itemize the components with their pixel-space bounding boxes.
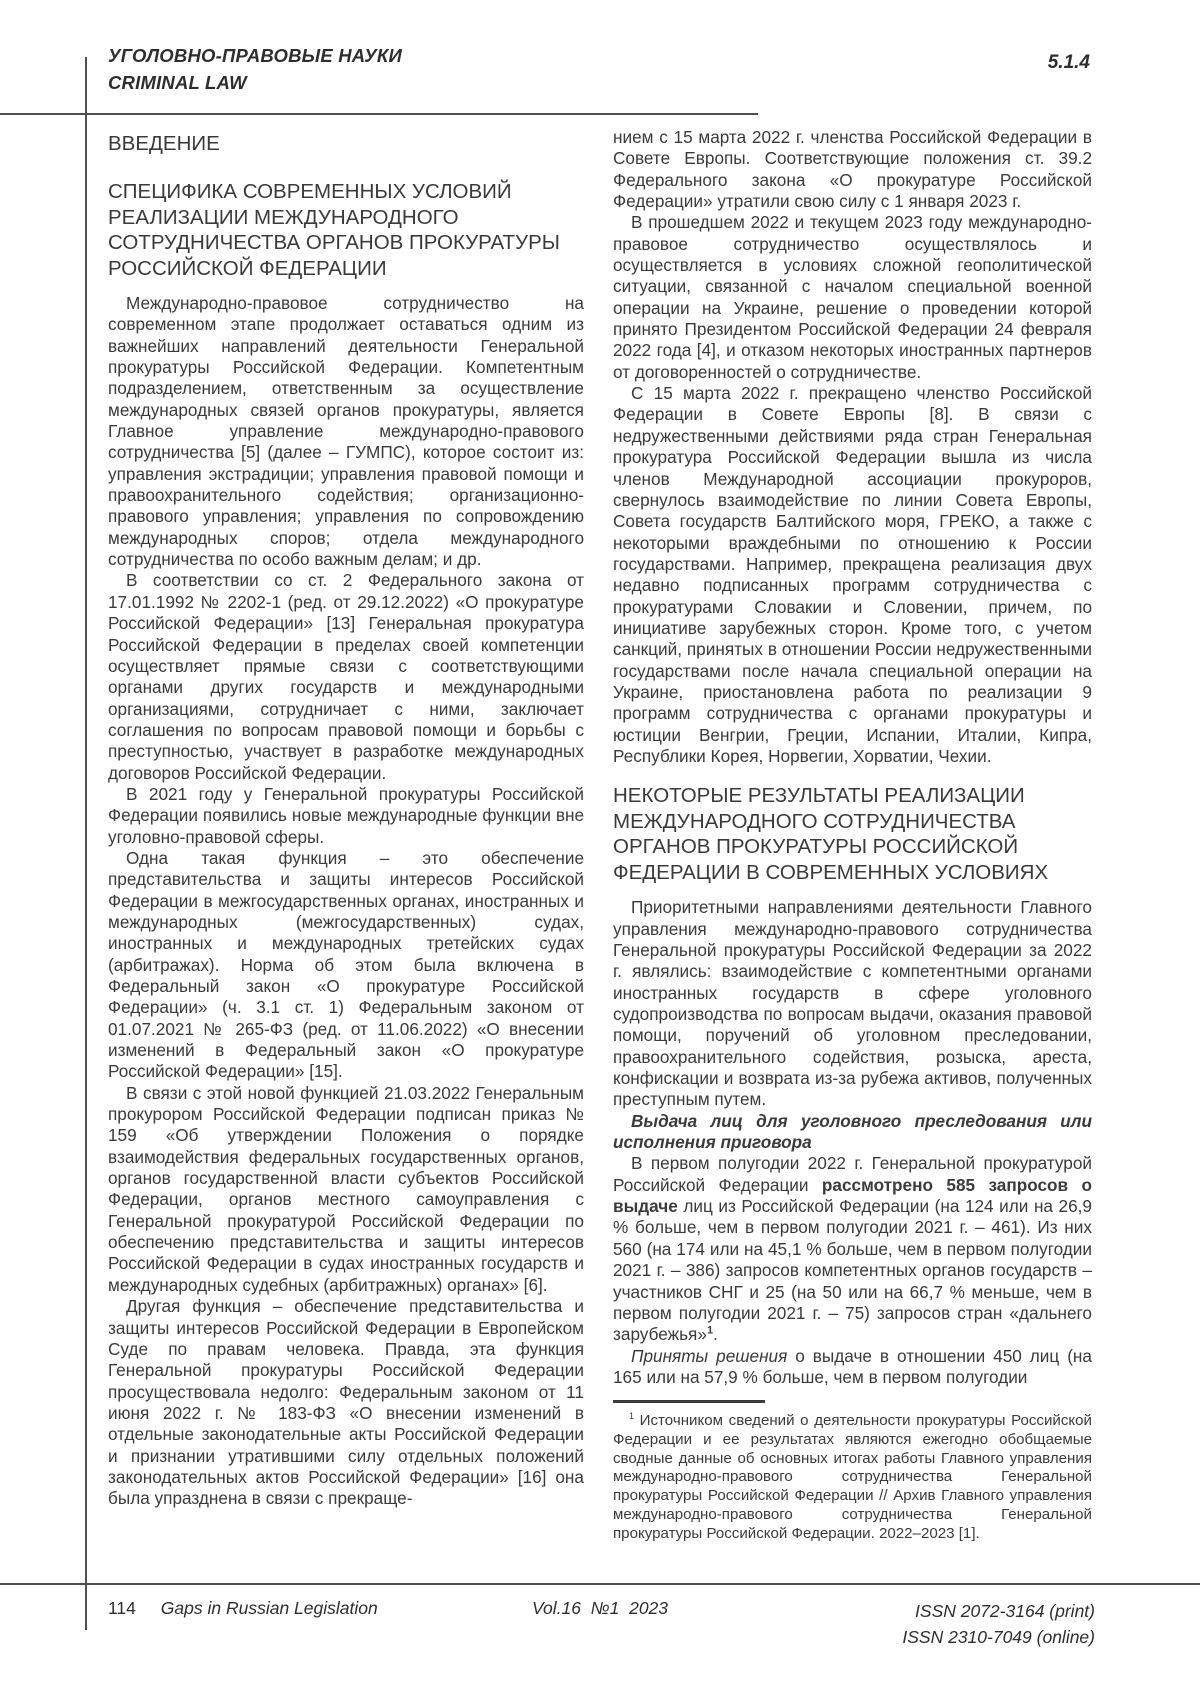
footer-left — [108, 1598, 378, 1619]
text-run: В первом полугодии 2022 г. Генеральной прокуратурой Российской Федерации — [613, 1153, 1092, 1195]
footnote — [613, 1400, 1092, 1544]
text-run: Выдача лиц для уголовного преследования или исполнения приговора — [613, 1110, 1092, 1153]
subsection-heading: НЕКОТОРЫЕ РЕЗУЛЬТАТЫ РЕАЛИЗАЦИИ МЕЖДУНАРОДНОГО СОТРУДНИЧЕСТВА ОРГАНОВ ПРОКУРАТУРЫ РОССИЙСКОЙ ФЕДЕРАЦИИ В СОВРЕМЕННЫХ УСЛОВИЯХ — [613, 784, 1049, 884]
paragraph — [108, 1296, 584, 1509]
running-head-ru: УГОЛОВНО-ПРАВОВЫЕ НАУКИ — [108, 45, 402, 66]
paragraph — [108, 848, 584, 1083]
paragraph — [108, 784, 584, 848]
left-column — [108, 130, 584, 1510]
text-run: В соответствии со ст. 2 Федерального закона от 17.01.1992 № 2202-1 (ред. от 29.12.2022) «О прокуратуре Российской Федерации» [13] Генеральная прокуратура Российской Федерации в пределах своей компетенции осуществляет прямые связи с соответствующими органами других государств и международными организациями, сотрудничает с ними, заключает соглашения по вопросам правовой помощи и борьбы с преступностью, участвует в разработке международных договоров Российской Федерации. — [108, 570, 584, 783]
text-run: Одна такая функция – это обеспечение представительства и защиты интересов Российской Федерации в межгосударственных органах, иностранных и международных (межгосударственных) судах, иностранных и международных третейских судах (арбитражах). Норма об этом была включена в Федеральный закон «О прокуратуре Российской Федерации» (ч. 3.1 ст. 1) Федеральным законом от 01.07.2021 № 265-ФЗ (ред. от 11.06.2022) «О внесении изменений в Федеральный закон «О прокуратуре Российской Федерации» [15]. — [108, 847, 584, 1082]
text-run: С 15 марта 2022 г. прекращено членство Российской Федерации в Совете Европы [8]. В связи с недружественными действиями ряда стран Генеральная прокуратура Российской Федерации вышла из числа членов Международной ассоциации прокуроров, свернулось взаимодействие по линии Совета Европы, Совета государств Балтийского моря, ГРЕКО, а также с некоторыми враждебными по отношению к России государствами. Например, прекращена реализация двух недавно подписанных программ сотрудничества с прокуратурами Словакии и Словении, причем, по инициативе зарубежных сторон. Кроме того, с учетом санкций, принятых в отношении России недружественными государствами после начала специальной операции на Украине, приостановлена работа по реализации 9 программ сотрудничества с органами прокуратуры и юстиции Венгрии, Греции, Испании, Италии, Кипра, Республики Корея, Норвегии, Хорватии, Чехии. — [613, 383, 1092, 766]
issn-block — [902, 1598, 1095, 1650]
text-run: Источником сведений о деятельности прокуратуры Российской Федерации и ее результатах являются ежегодно обобщаемые сводные данные об основных итогах работы Главного управления международно-правового сотрудничества Генеральной прокуратуры Российской Федерации // Архив Главного управления международно-правового сотрудничества Генеральной прокуратуры Российской Федерации. 2022–2023 [1]. — [613, 1411, 1092, 1543]
text-run: В 2021 году у Генеральной прокуратуры Российской Федерации появились новые международные функции вне уголовно-правовой сферы. — [108, 783, 584, 847]
text-run: Приоритетными направлениями деятельности Главного управления международно-правового сотрудничества Генеральной прокуратуры Российской Федерации за 2022 г. являлись: взаимодействие с компетентными органами иностранных государств в сфере уголовного судопроизводства по вопросам выдачи, оказания правовой помощи, поручений об уголовном преследовании, правоохранительного содействия, розыска, ареста, конфискации и возврата из-за рубежа активов, полученных преступным путем. — [613, 897, 1092, 1110]
text-run: 1 — [629, 1410, 635, 1421]
paragraph — [613, 212, 1092, 383]
running-head-en: CRIMINAL LAW — [108, 72, 247, 93]
journal-title: Gaps in Russian Legislation — [160, 1598, 378, 1618]
page-number: 114 — [108, 1598, 136, 1618]
section-heading: ВВЕДЕНИЕ — [108, 132, 220, 155]
text-run: 1 — [706, 1324, 714, 1337]
paragraph — [613, 383, 1092, 767]
text-run: рассмотрено 585 запросов о выдаче — [613, 1174, 1092, 1217]
text-run: Приняты решения — [631, 1345, 788, 1366]
text-run: Международно-правовое сотрудничество на современном этапе продолжает оставаться одним из важнейших направлений деятельности Генеральной прокуратуры Российской Федерации. Компетентным подразделением, ответственным за осуществление международных связей органов прокуратуры, является Главное управление международно-правового сотрудничества [5] (далее – ГУМПС), которое состоит из: управления экстрадиции; управления правовой помощи и правоохранительного содействия; организационно-правового управления; управления по сопровождению международных споров; отдела международного сотрудничества по особо важным делам; и др. — [108, 293, 584, 570]
run-in-subheading — [613, 1111, 1092, 1154]
footer-rule — [0, 1583, 1200, 1585]
right-column — [613, 127, 1092, 1544]
paragraph — [613, 1153, 1092, 1345]
text-run: лиц из Российской Федерации (на 124 или на 26,9 % больше, чем в первом полугодии 2021 г. – 461). Из них 560 (на 174 или на 45,1 % больше, чем в первом полугодии 2021 г. – 386) запросов компетентных органов государств – участников СНГ и 25 (на 50 или на 66,7 % меньше, чем в первом полугодии 2021 г. – 75) запросов стран «дальнего зарубежья» — [613, 1196, 1092, 1345]
paragraph — [613, 127, 1092, 212]
subsection-heading: СПЕЦИФИКА СОВРЕМЕННЫХ УСЛОВИЙ РЕАЛИЗАЦИИ МЕЖДУНАРОДНОГО СОТРУДНИЧЕСТВА ОРГАНОВ ПРОКУРАТУРЫ РОССИЙСКОЙ ФЕДЕРАЦИИ — [108, 180, 560, 280]
volume-issue: Vol.16 №1 2023 — [531, 1598, 669, 1618]
paragraph — [613, 1346, 1092, 1389]
text-run: нием с 15 марта 2022 г. членства Российской Федерации в Совете Европы. Соответствующие положения ст. 39.2 Федерального закона «О прокуратуре Российской Федерации» утратили свою силу с 1 января 2023 г. — [613, 127, 1092, 212]
text-run: Другая функция – обеспечение представительства и защиты интересов Российской Федерации в Европейском Суде по правам человека. Правда, эта функция Генеральной прокуратуры Российской Федерации просуществовала недолго: Федеральным законом от 11 июня 2022 г. № 183-ФЗ «О внесении изменений в отдельные законодательные акты Российской Федерации и признании утратившими силу отдельных положений законодательных актов Российской Федерации» [16] она была упразднена в связи с прекраще- — [108, 1296, 584, 1509]
text-run: В связи с этой новой функцией 21.03.2022 Генеральным прокурором Российской Федерации подписан приказ № 159 «Об утверждении Положения о порядке взаимодействия федеральных государственных органов, органов государственной власти субъектов Российской Федерации, органов местного самоуправления с Генеральной прокуратурой Российской Федерации по обеспечению представительства и защиты интересов Российской Федерации в судах иностранных государств и международных судебных (арбитражных) органах» [6]. — [108, 1082, 584, 1295]
paragraph — [108, 570, 584, 783]
specialty-code: 5.1.4 — [1047, 52, 1090, 73]
left-margin-rule — [85, 57, 87, 1630]
footnote-text — [613, 1412, 1092, 1544]
issn-online: ISSN 2310-7049 (online) — [902, 1627, 1095, 1647]
issn-print: ISSN 2072-3164 (print) — [915, 1601, 1095, 1621]
header-rule — [0, 113, 758, 115]
text-run: . — [713, 1324, 718, 1345]
paragraph — [613, 897, 1092, 1110]
footnote-rule — [613, 1400, 765, 1403]
paragraph — [108, 1083, 584, 1296]
text-run: В прошедшем 2022 и текущем 2023 году международно-правовое сотрудничество осуществлялось и осуществляется в условиях сложной геополитической ситуации, связанной с началом специальной военной операции на Украине, решение о проведении которой принято Президентом Российской Федерации 24 февраля 2022 года [4], и отказом некоторых иностранных партнеров от договоренностей о сотрудничестве. — [613, 212, 1092, 382]
running-head — [108, 42, 402, 96]
paragraph — [108, 293, 584, 570]
text-run: о выдаче в отношении 450 лиц (на 165 или на 57,9 % больше, чем в первом полугодии — [613, 1345, 1092, 1387]
